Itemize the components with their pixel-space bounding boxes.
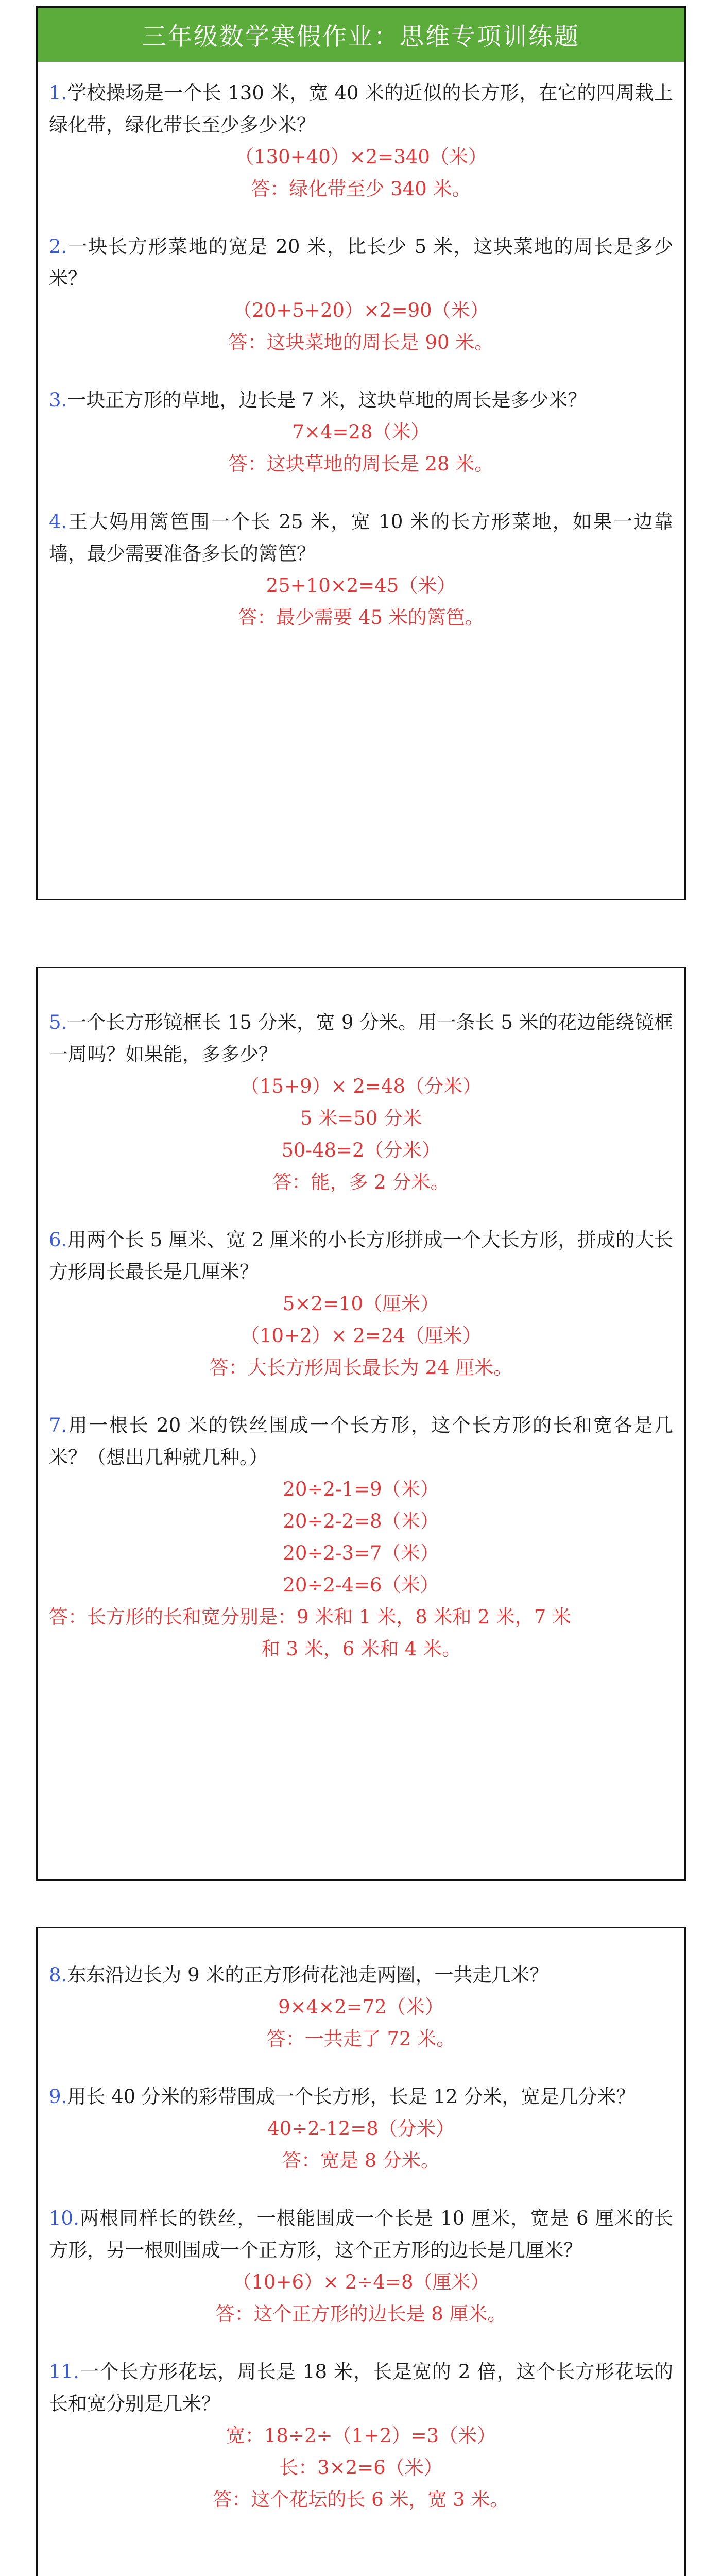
problem-text: 学校操场是一个长 130 米，宽 40 米的近似的长方形，在它的四周栽上绿化带，绿化带长至少多少米？ (49, 82, 673, 136)
problem-5 (49, 1007, 673, 1198)
answer-line: 答：这块菜地的周长是 90 米。 (228, 331, 494, 353)
problem-7 (49, 1410, 673, 1665)
answer-line: 和 3 米，6 米和 4 米。 (261, 1638, 461, 1660)
problem-question (49, 1410, 673, 1473)
problem-text: 一块正方形的草地，边长是 7 米，这块草地的周长是多少米？ (67, 389, 587, 411)
solution-line: 长：3×2=6（米） (279, 2456, 443, 2479)
problem-question (49, 384, 673, 416)
problem-solution (49, 416, 673, 480)
problem-4 (49, 506, 673, 634)
problem-solution (49, 2420, 673, 2516)
problem-8 (49, 1959, 673, 2055)
problem-3 (49, 384, 673, 480)
problem-number: 2. (49, 235, 67, 258)
problem-text: 一块长方形菜地的宽是 20 米，比长少 5 米，这块菜地的周长是多少米？ (49, 235, 673, 290)
worksheet-page-2 (36, 967, 686, 1881)
problem-question (49, 1224, 673, 1288)
problem-solution (49, 2113, 673, 2177)
worksheet-page-3 (36, 1927, 686, 2576)
problem-text: 一个长方形镜框长 15 分米，宽 9 分米。用一条长 5 米的花边能绕镜框一周吗？如果能，多多少？ (49, 1011, 673, 1065)
problem-number: 10. (49, 2207, 79, 2229)
answer-line: 答：长方形的长和宽分别是：9 米和 1 米，8 米和 2 米，7 米 (49, 1606, 572, 1628)
problem-list (49, 1007, 673, 1691)
solution-line: 50-48=2（分米） (281, 1139, 441, 1161)
problem-question (49, 231, 673, 295)
problem-number: 5. (49, 1011, 67, 1033)
solution-line: （20+5+20）×2=90（米） (233, 299, 489, 321)
problem-9 (49, 2081, 673, 2177)
solution-line: （10+2）× 2=24（厘米） (240, 1325, 482, 1347)
problem-text: 用一根长 20 米的铁丝围成一个长方形，这个长方形的长和宽各是几米？（想出几种就几种。） (49, 1414, 673, 1468)
solution-line: 5×2=10（厘米） (282, 1293, 440, 1315)
problem-solution (49, 295, 673, 359)
answer-line: 答：一共走了 72 米。 (266, 2028, 456, 2050)
solution-line: 20÷2-3=7（米） (283, 1542, 439, 1564)
problem-solution (49, 1991, 673, 2055)
problem-solution (49, 570, 673, 634)
solution-line: 9×4×2=72（米） (278, 1996, 444, 2018)
problem-number: 8. (49, 1964, 67, 1986)
problem-number: 3. (49, 389, 67, 411)
solution-line: 25+10×2=45（米） (266, 574, 456, 597)
problem-10 (49, 2202, 673, 2330)
answer-line: 答：宽是 8 分米。 (282, 2149, 440, 2172)
problem-text: 用长 40 分米的彩带围成一个长方形，长是 12 分米，宽是几分米？ (67, 2086, 636, 2108)
solution-line: 40÷2-12=8（分米） (267, 2117, 455, 2140)
problem-solution (49, 1071, 673, 1198)
worksheet-page-1 (36, 6, 686, 900)
solution-line: 20÷2-1=9（米） (283, 1478, 439, 1500)
problem-text: 王大妈用篱笆围一个长 25 米，宽 10 米的长方形菜地，如果一边靠墙，最少需要准备多长的篱笆？ (49, 511, 673, 565)
answer-line: 答：能，多 2 分米。 (272, 1171, 450, 1193)
problem-number: 9. (49, 2086, 67, 2108)
problem-question (49, 506, 673, 570)
problem-question (49, 2356, 673, 2420)
answer-line: 答：大长方形周长最长为 24 厘米。 (209, 1357, 513, 1379)
problem-number: 4. (49, 511, 67, 533)
problem-text: 一个长方形花坛，周长是 18 米，长是宽的 2 倍，这个长方形花坛的长和宽分别是几米？ (49, 2361, 673, 2415)
problem-6 (49, 1224, 673, 1384)
answer-line: 答：这块草地的周长是 28 米。 (228, 453, 494, 475)
problem-list (49, 77, 673, 659)
problem-question (49, 2202, 673, 2266)
solution-line: 5 米=50 分米 (300, 1107, 422, 1129)
problem-text: 用两个长 5 厘米、宽 2 厘米的小长方形拼成一个大长方形，拼成的大长方形周长最长是几厘米？ (49, 1229, 673, 1283)
problem-solution (49, 2266, 673, 2330)
problem-solution (49, 1288, 673, 1384)
problem-question (49, 2081, 673, 2113)
answer-line: 答：这个花坛的长 6 米，宽 3 米。 (213, 2488, 509, 2511)
solution-line: 20÷2-4=6（米） (283, 1574, 439, 1596)
problem-list (49, 1959, 673, 2541)
problem-number: 11. (49, 2361, 79, 2383)
problem-question (49, 1959, 673, 1991)
problem-11 (49, 2356, 673, 2516)
problem-solution (49, 1473, 673, 1665)
problem-question (49, 1007, 673, 1071)
solution-line: 20÷2-2=8（米） (283, 1510, 439, 1532)
problem-2 (49, 231, 673, 359)
problem-text: 两根同样长的铁丝，一根能围成一个长是 10 厘米，宽是 6 厘米的长方形，另一根则围成一个正方形，这个正方形的边长是几厘米？ (49, 2207, 673, 2261)
answer-line: 答：最少需要 45 米的篱笆。 (238, 606, 484, 629)
problem-question (49, 77, 673, 141)
solution-line: 宽：18÷2÷（1+2）=3（米） (226, 2425, 496, 2447)
solution-line: （10+6）× 2÷4=8（厘米） (232, 2271, 490, 2293)
problem-number: 7. (49, 1414, 67, 1436)
solution-line: （130+40）×2=340（米） (235, 146, 487, 168)
solution-line: 7×4=28（米） (292, 421, 430, 443)
answer-line: 答：这个正方形的边长是 8 厘米。 (215, 2303, 507, 2325)
problem-number: 6. (49, 1229, 67, 1251)
problem-1 (49, 77, 673, 205)
problem-text: 东东沿边长为 9 米的正方形荷花池走两圈，一共走几米？ (67, 1964, 549, 1986)
problem-number: 1. (49, 82, 67, 104)
worksheet-title: 三年级数学寒假作业：思维专项训练题 (38, 8, 684, 62)
answer-line: 答：绿化带至少 340 米。 (251, 178, 471, 200)
solution-line: （15+9）× 2=48（分米） (240, 1075, 482, 1097)
problem-solution (49, 141, 673, 205)
